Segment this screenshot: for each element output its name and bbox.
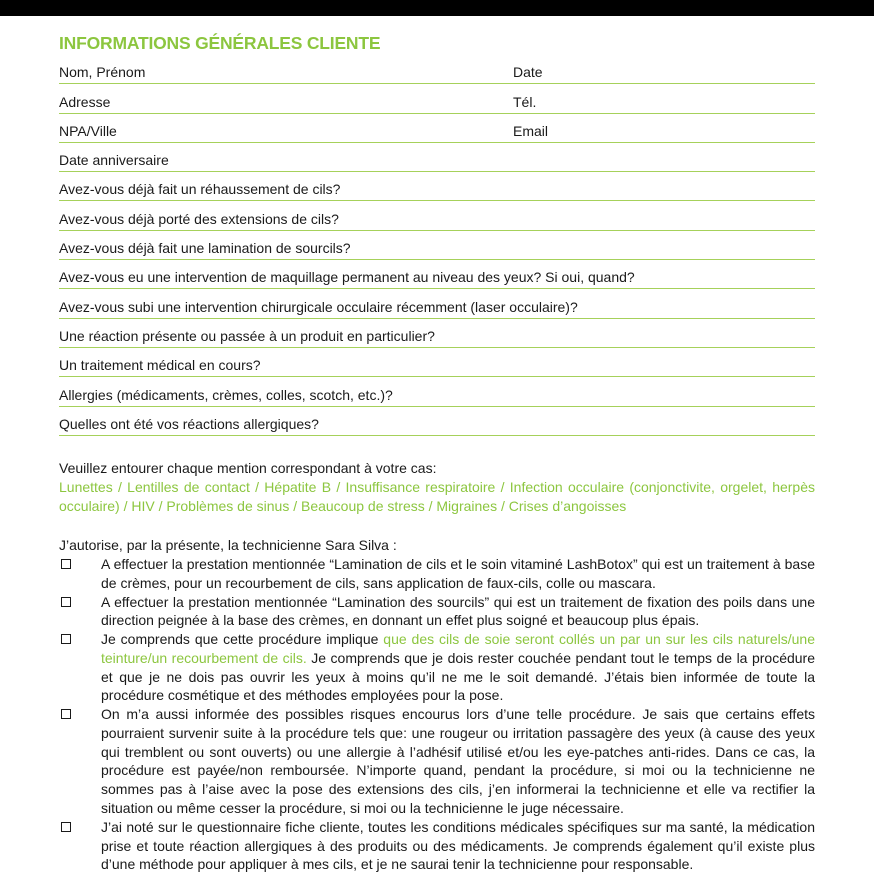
checkbox[interactable] [61,597,71,607]
field-label: Avez-vous eu une intervention de maquillage permanent au niveau des yeux? Si oui, quand? [59,269,635,286]
field-row-medical-treatment[interactable] [59,348,815,377]
field-label: Date anniversaire [59,152,169,169]
fields-section [59,55,815,436]
field-label: Date [513,64,543,81]
field-label: Quelles ont été vos réactions allergiques? [59,415,319,432]
consent-text: Je comprends que cette procédure implique [101,631,384,648]
field-label: Nom, Prénom [59,64,146,81]
field-row-allergies[interactable] [59,377,815,406]
field-label: Adresse [59,93,111,110]
field-row-lash-lift[interactable] [59,172,815,201]
conditions-intro: Veuillez entourer chaque mention correspondant à votre cas: [59,459,437,476]
checkbox[interactable] [61,822,71,832]
consent-list [59,555,815,874]
field-row-product-reaction[interactable] [59,319,815,348]
field-row-extensions[interactable] [59,201,815,230]
authorization-intro: J’autorise, par la présente, la technicienne Sara Silva : [59,536,397,553]
field-label: Email [513,122,549,139]
consent-item [59,818,815,874]
client-form [59,32,815,874]
field-row-name-date[interactable] [59,55,815,84]
field-row-eye-surgery[interactable] [59,289,815,318]
consent-text: A effectuer la prestation mentionnée “Lamination des sourcils” qui est un traitement de fixation des poils dans une direction peignée à la base des crèmes, en donnant un effet plus soigné et beaucoup plus épais. [101,593,815,629]
consent-item [59,630,815,705]
field-label: Tél. [513,93,537,110]
field-label: Un traitement médical en cours? [59,357,261,374]
field-row-allergic-reactions[interactable] [59,407,815,436]
field-row-city-email[interactable] [59,114,815,143]
consent-item [59,555,815,592]
field-label: NPA/Ville [59,122,117,139]
consent-text: On m’a aussi informée des possibles risques encourus lors d’une telle procédure. Je sais que certains effets pourraient survenir suite à la procédure tels que: une rougeur ou irritation passagère des yeux (à cause des yeux qui tremblent ou sont ouverts) ou une allergie à l’adhésif utilisé et/ou les eye-patches anti-rides. Dans ce cas, la procédure est payée/non remboursée. N’importe quand, pendant la procédure, si moi ou la technicienne ne sommes pas à l’aise avec la pose des extensions des cils, j’en informerai la technicienne et elle va rectifier la situation ou même cesser la procédure, si moi ou la technicienne le juge nécessaire. [101,706,815,816]
checkbox[interactable] [61,559,71,569]
field-row-brow-lamination[interactable] [59,231,815,260]
checkbox[interactable] [61,709,71,719]
consent-text: Je comprends que je dois rester couchée pendant tout le temps de la procédure et que je ne dois pas ouvrir les yeux à moins qu’il ne me le soit demandé. J’étais bien informée de toute la procédure cosmétique et des méthodes employées pour la pose. [101,649,816,704]
field-label: Avez-vous déjà porté des extensions de cils? [59,210,339,227]
field-label: Avez-vous déjà fait un réhaussement de cils? [59,181,341,198]
field-label: Allergies (médicaments, crèmes, colles, scotch, etc.)? [59,386,393,403]
consent-text: J’ai noté sur le questionnaire fiche cliente, toutes les conditions médicales spécifiques sur ma santé, la médication prise et toute réaction allergiques à des produits ou des médicaments. Je comprends également qu’il existe plus d’une méthode pour appliquer à mes cils, et je ne saurai tenir la technicienne pour responsable. [101,818,815,873]
consent-text: A effectuer la prestation mentionnée “Lamination de cils et le soin vitaminé LashBotox” qui est un traitement à base de crèmes, pour un recourbement de cils, sans application de faux-cils, colle ou mascara. [101,555,815,591]
field-label: Avez-vous subi une intervention chirurgicale occulaire récemment (laser occulaire)? [59,298,578,315]
form-title: INFORMATIONS GÉNÉRALES CLIENTE [59,33,381,53]
top-bar [0,0,874,16]
consent-item [59,705,815,817]
conditions-list[interactable]: Lunettes / Lentilles de contact / Hépatite B / Insuffisance respiratoire / Infection occulaire (conjonctivite, orgelet, herpès occulaire) / HIV / Problèmes de sinus / Beaucoup de stress / Migraines / Crises d’angoisses [59,478,815,514]
field-row-address-phone[interactable] [59,84,815,113]
field-row-permanent-makeup[interactable] [59,260,815,289]
consent-text-highlight: que des cils de soie seront collés un par un sur les cils naturels/une teinture/un recourbement de cils. [101,631,815,666]
field-label: Avez-vous déjà fait une lamination de sourcils? [59,240,351,257]
field-row-birthday[interactable] [59,143,815,172]
consent-item [59,593,815,630]
checkbox[interactable] [61,634,71,644]
field-label: Une réaction présente ou passée à un produit en particulier? [59,327,435,344]
